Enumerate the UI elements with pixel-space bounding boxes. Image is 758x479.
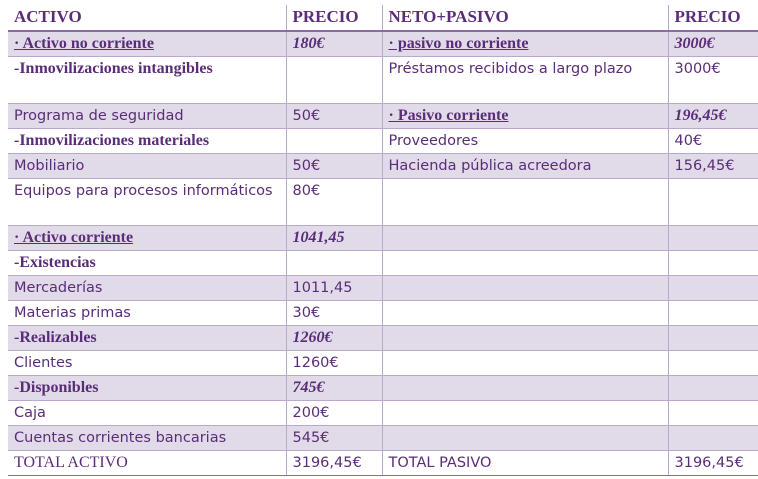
pasivo-precio-cell bbox=[668, 178, 758, 225]
pasivo-precio-cell bbox=[668, 225, 758, 250]
pasivo-cell bbox=[382, 325, 668, 350]
table-row bbox=[8, 300, 758, 325]
balance-table bbox=[8, 5, 758, 476]
activo-cell: Cuentas corrientes bancarias bbox=[8, 425, 286, 450]
pasivo-cell bbox=[382, 350, 668, 375]
activo-cell: -Disponibles bbox=[8, 375, 286, 400]
table-row bbox=[8, 425, 758, 450]
pasivo-precio-cell: 40€ bbox=[668, 128, 758, 153]
pasivo-cell bbox=[382, 275, 668, 300]
pasivo-cell: Proveedores bbox=[382, 128, 668, 153]
activo-cell: -Inmovilizaciones materiales bbox=[8, 128, 286, 153]
activo-cell: Mercaderías bbox=[8, 275, 286, 300]
pasivo-cell: Hacienda pública acreedora bbox=[382, 153, 668, 178]
pasivo-precio-cell: 3000€ bbox=[668, 56, 758, 103]
table-row bbox=[8, 31, 758, 56]
activo-cell: Mobiliario bbox=[8, 153, 286, 178]
activo-precio-cell: 745€ bbox=[286, 375, 382, 400]
table-row bbox=[8, 178, 758, 225]
activo-precio-cell: 200€ bbox=[286, 400, 382, 425]
activo-cell: Programa de seguridad bbox=[8, 103, 286, 128]
header-row bbox=[8, 5, 758, 31]
pasivo-cell: · Pasivo corriente bbox=[382, 103, 668, 128]
pasivo-cell: Préstamos recibidos a largo plazo bbox=[382, 56, 668, 103]
activo-precio-cell: 30€ bbox=[286, 300, 382, 325]
pasivo-precio-cell bbox=[668, 350, 758, 375]
table-row bbox=[8, 350, 758, 375]
pasivo-precio-cell: 3000€ bbox=[668, 31, 758, 56]
activo-cell: -Inmovilizaciones intangibles bbox=[8, 56, 286, 103]
activo-cell: -Existencias bbox=[8, 250, 286, 275]
table-row bbox=[8, 275, 758, 300]
total-pasivo-value: 3196,45€ bbox=[668, 450, 758, 475]
pasivo-cell bbox=[382, 400, 668, 425]
activo-precio-cell: 180€ bbox=[286, 31, 382, 56]
activo-cell: -Realizables bbox=[8, 325, 286, 350]
table-row bbox=[8, 56, 758, 103]
table-row bbox=[8, 250, 758, 275]
activo-cell: Equipos para procesos informáticos bbox=[8, 178, 286, 225]
activo-precio-cell: 1011,45 bbox=[286, 275, 382, 300]
activo-precio-cell bbox=[286, 250, 382, 275]
table-row bbox=[8, 325, 758, 350]
activo-precio-cell: 1041,45 bbox=[286, 225, 382, 250]
header-precio-pasivo: PRECIO bbox=[668, 5, 758, 31]
total-activo-label: TOTAL ACTIVO bbox=[8, 450, 286, 475]
activo-cell: Materias primas bbox=[8, 300, 286, 325]
activo-precio-cell bbox=[286, 56, 382, 103]
pasivo-precio-cell: 196,45€ bbox=[668, 103, 758, 128]
activo-precio-cell: 50€ bbox=[286, 103, 382, 128]
pasivo-cell bbox=[382, 375, 668, 400]
activo-cell: Clientes bbox=[8, 350, 286, 375]
table-row bbox=[8, 103, 758, 128]
header-precio-activo: PRECIO bbox=[286, 5, 382, 31]
pasivo-cell: · pasivo no corriente bbox=[382, 31, 668, 56]
pasivo-precio-cell bbox=[668, 425, 758, 450]
pasivo-precio-cell: 156,45€ bbox=[668, 153, 758, 178]
activo-cell: · Activo no corriente bbox=[8, 31, 286, 56]
table-row bbox=[8, 400, 758, 425]
pasivo-precio-cell bbox=[668, 300, 758, 325]
total-activo-value: 3196,45€ bbox=[286, 450, 382, 475]
activo-precio-cell: 1260€ bbox=[286, 325, 382, 350]
activo-precio-cell: 80€ bbox=[286, 178, 382, 225]
table-row bbox=[8, 375, 758, 400]
header-neto-pasivo: NETO+PASIVO bbox=[382, 5, 668, 31]
total-pasivo-label: TOTAL PASIVO bbox=[382, 450, 668, 475]
pasivo-precio-cell bbox=[668, 375, 758, 400]
activo-precio-cell: 1260€ bbox=[286, 350, 382, 375]
pasivo-cell bbox=[382, 300, 668, 325]
activo-precio-cell: 50€ bbox=[286, 153, 382, 178]
pasivo-precio-cell bbox=[668, 400, 758, 425]
table-row bbox=[8, 153, 758, 178]
pasivo-cell bbox=[382, 225, 668, 250]
table-row bbox=[8, 225, 758, 250]
header-activo: ACTIVO bbox=[8, 5, 286, 31]
activo-cell: Caja bbox=[8, 400, 286, 425]
pasivo-precio-cell bbox=[668, 250, 758, 275]
pasivo-cell bbox=[382, 250, 668, 275]
activo-precio-cell: 545€ bbox=[286, 425, 382, 450]
pasivo-precio-cell bbox=[668, 325, 758, 350]
activo-cell: · Activo corriente bbox=[8, 225, 286, 250]
pasivo-precio-cell bbox=[668, 275, 758, 300]
total-row bbox=[8, 450, 758, 475]
activo-precio-cell bbox=[286, 128, 382, 153]
table-row bbox=[8, 128, 758, 153]
pasivo-cell bbox=[382, 425, 668, 450]
pasivo-cell bbox=[382, 178, 668, 225]
